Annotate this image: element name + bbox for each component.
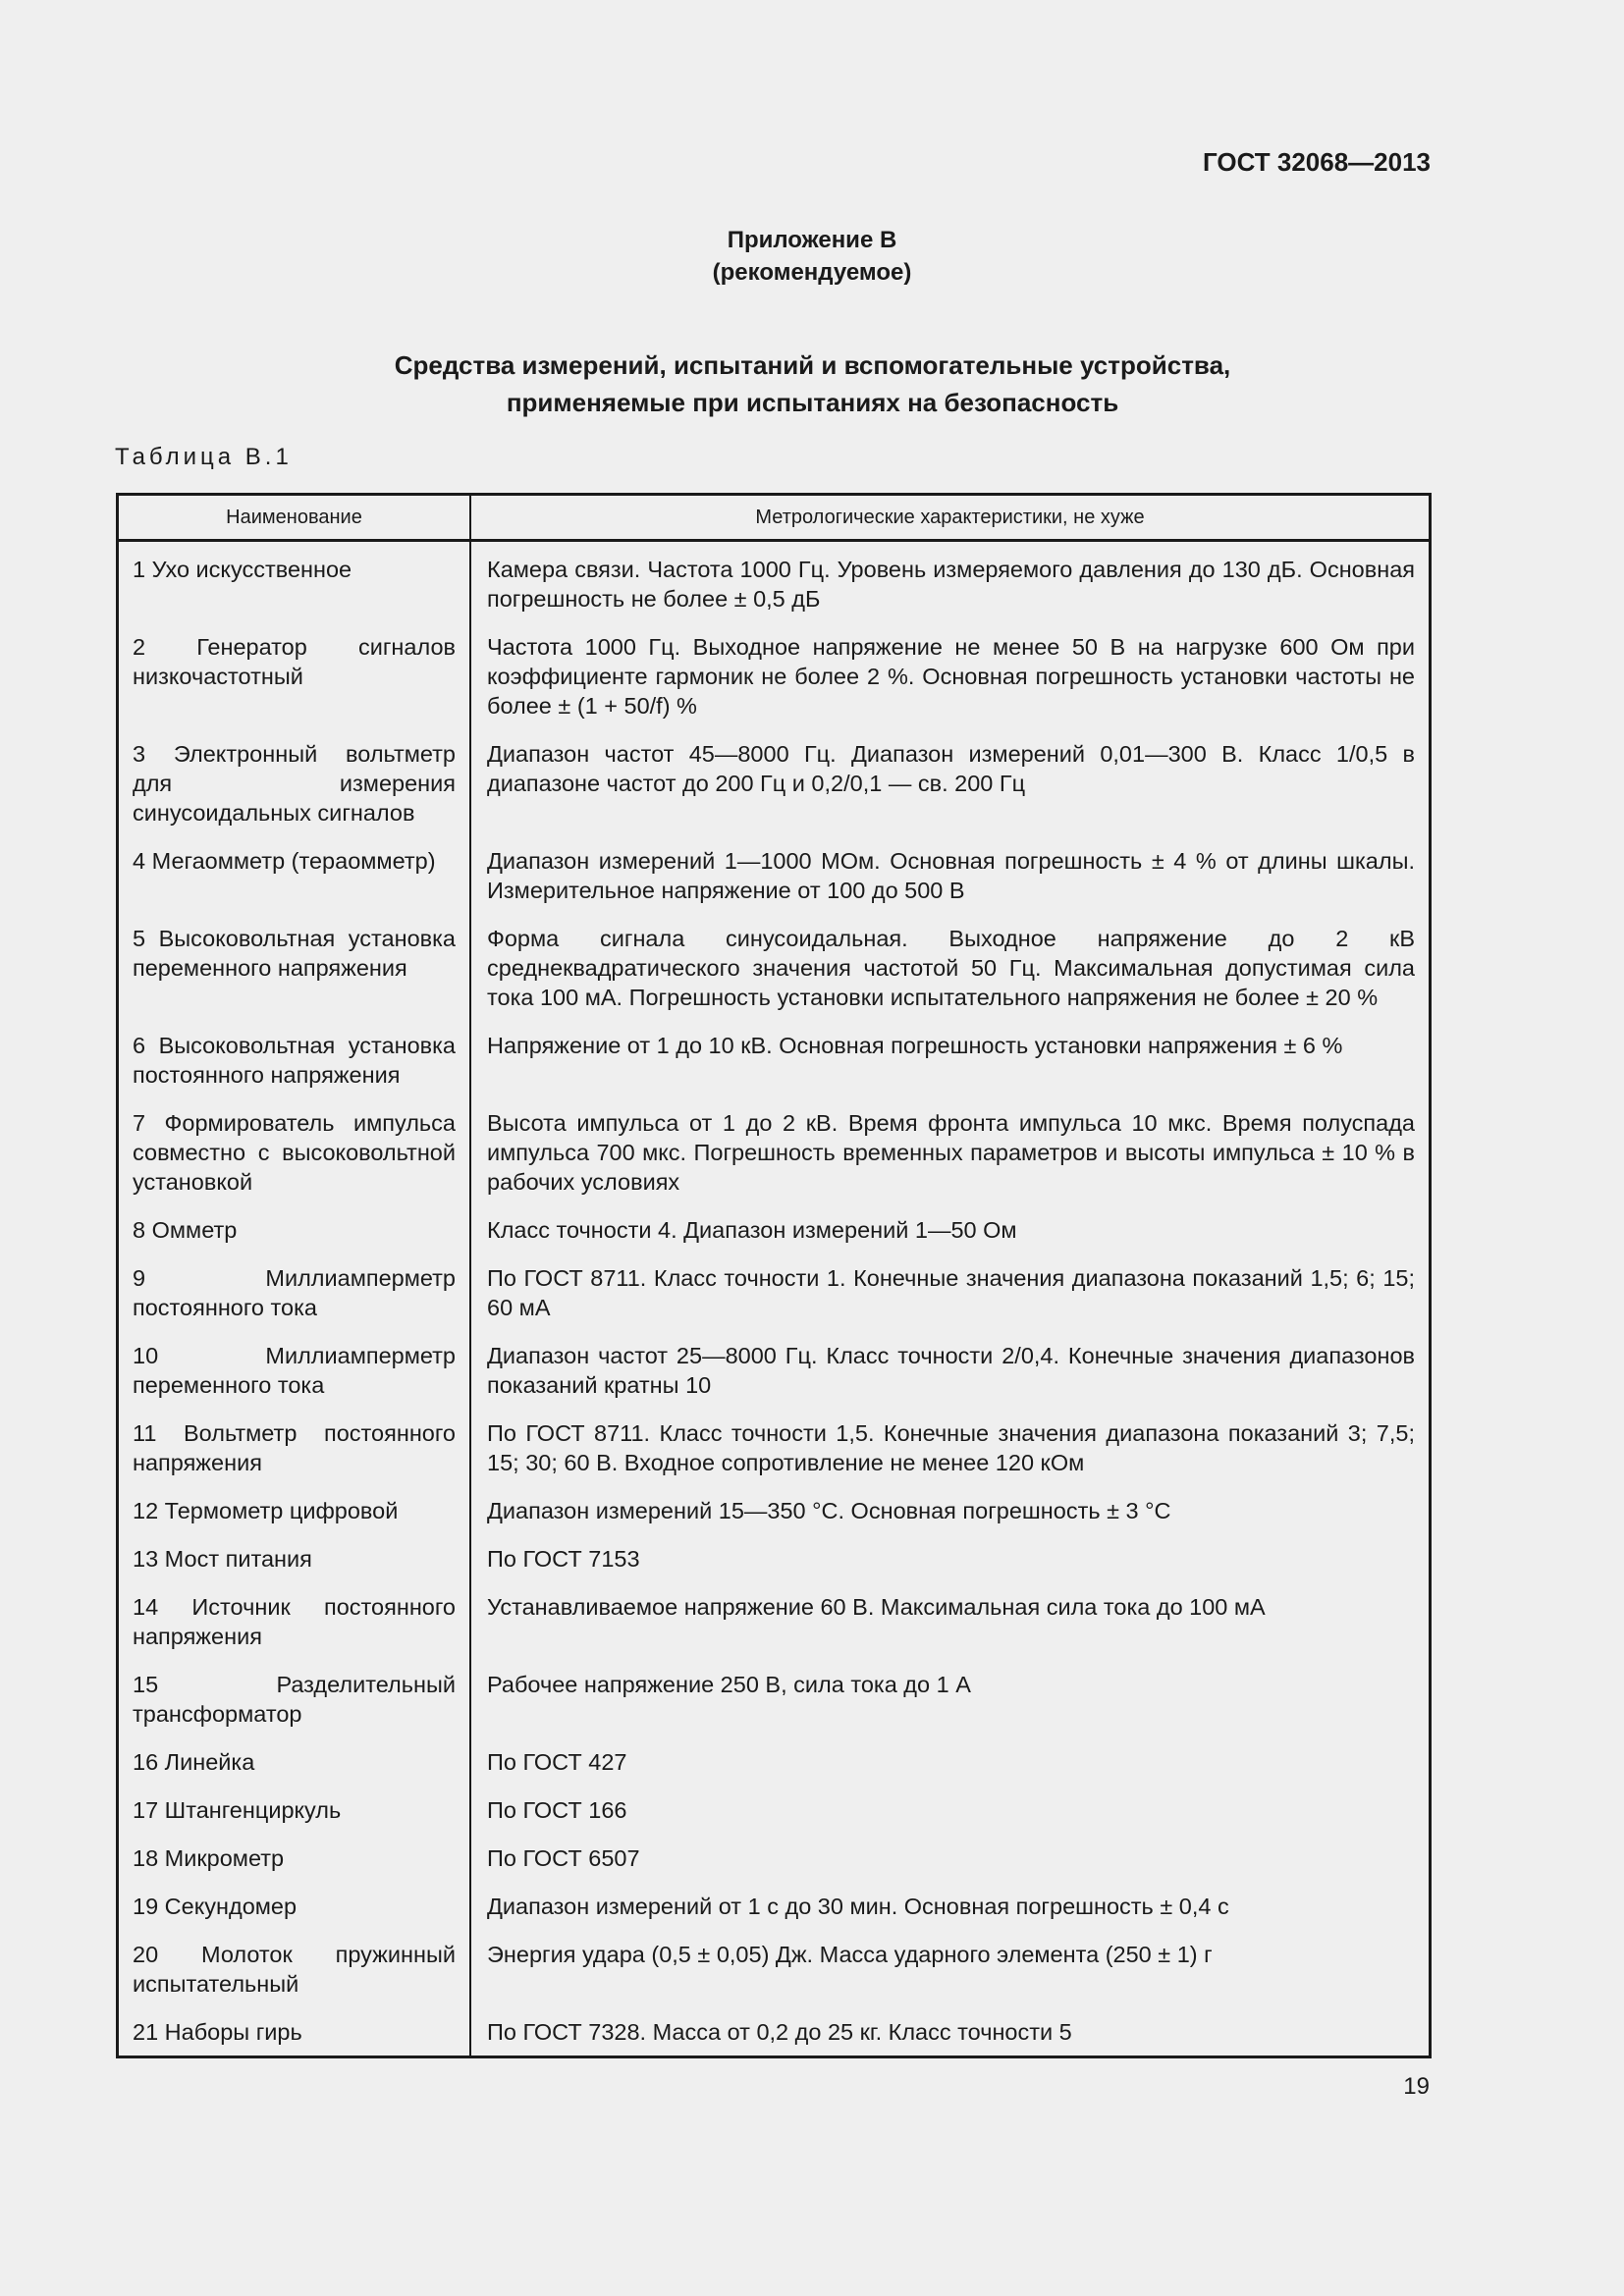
table-row — [118, 846, 1431, 924]
equipment-specs: Устанавливаемое напряжение 60 В. Максимальная сила тока до 100 мА — [487, 1594, 1266, 1620]
equipment-name: 1 Ухо искусственное — [118, 541, 471, 633]
table-row — [118, 1843, 1431, 1892]
equipment-name: 21 Наборы гирь — [118, 2017, 471, 2057]
equipment-name: 12 Термометр цифровой — [118, 1496, 471, 1544]
equipment-name: 10 Миллиамперметр переменного тока — [118, 1341, 471, 1418]
table-header-row — [118, 495, 1431, 541]
equipment-specs: По ГОСТ 7153 — [487, 1546, 640, 1572]
equipment-specs: Класс точности 4. Диапазон измерений 1—50 Ом — [487, 1217, 1017, 1243]
table-row — [118, 1940, 1431, 2017]
equipment-specs: Рабочее напряжение 250 В, сила тока до 1 А — [487, 1672, 971, 1697]
column-header-name: Наименование — [118, 495, 471, 541]
table-row — [118, 1496, 1431, 1544]
equipment-specs: По ГОСТ 8711. Класс точности 1,5. Конечные значения диапазона показаний 3; 7,5; 15; 30; 60 В. Входное сопротивление не менее 120 кОм — [487, 1420, 1415, 1475]
equipment-name: 6 Высоковольтная установка постоянного напряжения — [118, 1031, 471, 1108]
equipment-specs: Диапазон измерений от 1 с до 30 мин. Основная погрешность ± 0,4 с — [487, 1894, 1229, 1919]
equipment-name: 16 Линейка — [118, 1747, 471, 1795]
section-title-line-1: Средства измерений, испытаний и вспомогательные устройства, — [394, 350, 1231, 380]
table-row — [118, 1592, 1431, 1670]
equipment-name: 19 Секундомер — [118, 1892, 471, 1940]
equipment-name: 8 Омметр — [118, 1215, 471, 1263]
appendix-heading — [0, 224, 1624, 289]
equipment-specs: По ГОСТ 427 — [487, 1749, 627, 1775]
equipment-name: 18 Микрометр — [118, 1843, 471, 1892]
equipment-name: 13 Мост питания — [118, 1544, 471, 1592]
equipment-name: 15 Разделительный трансформатор — [118, 1670, 471, 1747]
equipment-specs: Напряжение от 1 до 10 кВ. Основная погрешность установки напряжения ± 6 % — [487, 1033, 1343, 1058]
equipment-specs: По ГОСТ 7328. Масса от 0,2 до 25 кг. Класс точности 5 — [487, 2019, 1072, 2045]
equipment-specs: Камера связи. Частота 1000 Гц. Уровень измеряемого давления до 130 дБ. Основная погрешность не более ± 0,5 дБ — [487, 557, 1415, 612]
table-row — [118, 1747, 1431, 1795]
appendix-status: (рекомендуемое) — [712, 259, 912, 286]
table-row — [118, 1544, 1431, 1592]
table-row — [118, 2017, 1431, 2057]
equipment-table-container — [116, 493, 1432, 2058]
equipment-name: 4 Мегаомметр (тераомметр) — [118, 846, 471, 924]
table-row — [118, 739, 1431, 846]
table-row — [118, 1795, 1431, 1843]
table-row — [118, 1108, 1431, 1215]
table-row — [118, 1670, 1431, 1747]
table-row — [118, 1263, 1431, 1341]
equipment-table — [116, 493, 1432, 2058]
table-row — [118, 924, 1431, 1031]
equipment-name: 5 Высоковольтная установка переменного напряжения — [118, 924, 471, 1031]
equipment-name: 20 Молоток пружинный испытательный — [118, 1940, 471, 2017]
equipment-specs: Высота импульса от 1 до 2 кВ. Время фронта импульса 10 мкс. Время полуспада импульса 700 мкс. Погрешность временных параметров и высоты импульса ± 10 % в рабочих условиях — [487, 1110, 1415, 1195]
table-row — [118, 1418, 1431, 1496]
column-header-specs: Метрологические характеристики, не хуже — [470, 495, 1431, 541]
equipment-specs: По ГОСТ 8711. Класс точности 1. Конечные значения диапазона показаний 1,5; 6; 15; 60 мА — [487, 1265, 1415, 1320]
equipment-name: 11 Вольтметр постоянного напряжения — [118, 1418, 471, 1496]
equipment-specs: Диапазон измерений 15—350 °С. Основная погрешность ± 3 °С — [487, 1498, 1171, 1523]
equipment-specs: Диапазон измерений 1—1000 МОм. Основная погрешность ± 4 % от длины шкалы. Измерительное напряжение от 100 до 500 В — [487, 848, 1415, 903]
table-row — [118, 1031, 1431, 1108]
equipment-name: 14 Источник постоянного напряжения — [118, 1592, 471, 1670]
section-title-line-2: применяемые при испытаниях на безопасность — [506, 388, 1119, 417]
equipment-specs: Частота 1000 Гц. Выходное напряжение не менее 50 В на нагрузке 600 Ом при коэффициенте гармоник не более 2 %. Основная погрешность установки частоты не более ± (1 + 50/f) % — [487, 634, 1415, 719]
table-body — [118, 541, 1431, 2057]
section-title — [118, 347, 1507, 421]
appendix-title: Приложение В — [727, 227, 897, 253]
table-row — [118, 1892, 1431, 1940]
equipment-specs: По ГОСТ 166 — [487, 1797, 627, 1823]
table-row — [118, 632, 1431, 739]
equipment-name: 17 Штангенциркуль — [118, 1795, 471, 1843]
page-number: 19 — [1403, 2073, 1430, 2100]
document-code: ГОСТ 32068—2013 — [1203, 147, 1431, 177]
equipment-specs: Диапазон частот 45—8000 Гц. Диапазон измерений 0,01—300 В. Класс 1/0,5 в диапазоне частот до 200 Гц и 0,2/0,1 — св. 200 Гц — [487, 741, 1415, 796]
table-row — [118, 1215, 1431, 1263]
table-caption: Таблица В.1 — [115, 444, 293, 470]
equipment-name: 3 Электронный вольтметр для измерения синусоидальных сигналов — [118, 739, 471, 846]
equipment-specs: Энергия удара (0,5 ± 0,05) Дж. Масса ударного элемента (250 ± 1) г — [487, 1942, 1213, 1967]
equipment-name: 2 Генератор сигналов низкочастотный — [118, 632, 471, 739]
equipment-specs: Форма сигнала синусоидальная. Выходное напряжение до 2 кВ среднеквадратического значения частотой 50 Гц. Максимальная допустимая сила тока 100 мА. Погрешность установки испытательного напряжения не более ± 20 % — [487, 926, 1415, 1010]
table-row — [118, 541, 1431, 633]
equipment-specs: По ГОСТ 6507 — [487, 1845, 640, 1871]
equipment-name: 7 Формирователь импульса совместно с высоковольтной установкой — [118, 1108, 471, 1215]
table-row — [118, 1341, 1431, 1418]
equipment-name: 9 Миллиамперметр постоянного тока — [118, 1263, 471, 1341]
equipment-specs: Диапазон частот 25—8000 Гц. Класс точности 2/0,4. Конечные значения диапазонов показаний кратны 10 — [487, 1343, 1415, 1398]
